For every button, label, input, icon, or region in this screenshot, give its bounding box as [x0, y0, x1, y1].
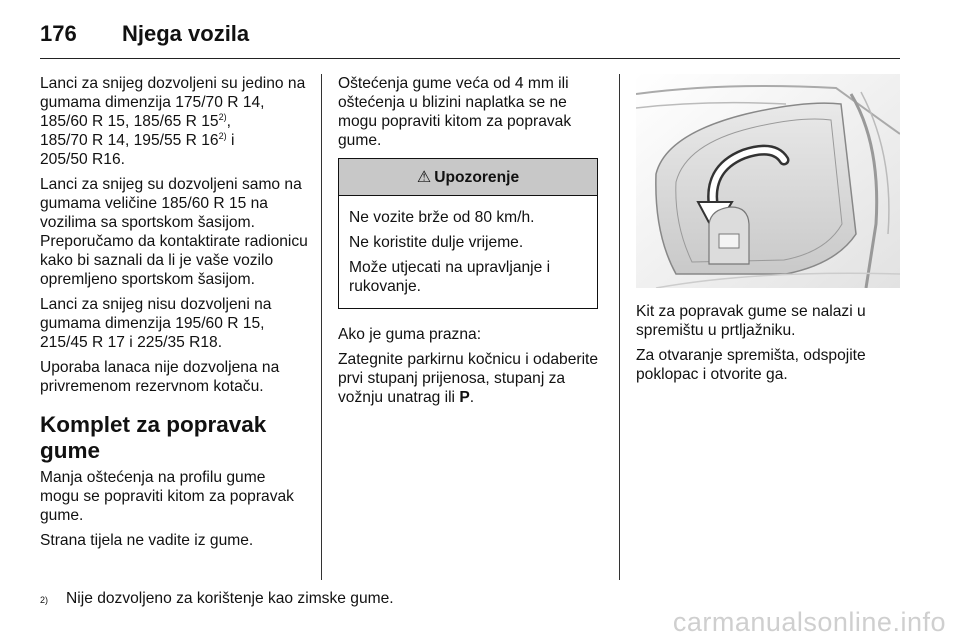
gear-p: P — [459, 389, 470, 406]
watermark: carmanualsonline.info — [672, 607, 946, 637]
page-header — [40, 14, 249, 54]
warning-line: Ne koristite dulje vrijeme. — [349, 234, 524, 251]
column-2 — [338, 74, 604, 413]
page-title: Njega vozila — [122, 21, 250, 46]
paragraph-not-allowed: Lanci za snijeg nisu dozvoljeni na gumama dimenzija 195/60 R 15, 215/45 R 17 i 225/35 R18. — [40, 296, 272, 351]
paragraph-spare-wheel: Uporaba lanaca nije dozvoljena na privremenom rezervnom kotaču. — [40, 359, 280, 395]
footnote-ref: 2) — [218, 131, 227, 141]
paragraph-tyre-sizes: Lanci za snijeg dozvoljeni su jedino na gumama dimenzija 175/70 R 14, 185/60 R 15, 185/65 R 15$^{2)}$, 185/70 R 14, 195/55 R 16$^{2)}$ i 205/50 R16. — [40, 75, 306, 168]
footnote-ref: 2) — [218, 112, 227, 122]
paragraph-foreign-bodies: Strana tijela ne vadite iz gume. — [40, 532, 254, 549]
paragraph-kit-location: Kit za popravak gume se nalazi u spremištu u prtljažniku. — [636, 303, 866, 339]
warning-box — [338, 158, 598, 309]
warning-title: Upozorenje — [434, 168, 520, 186]
page-number: 176 — [40, 21, 77, 46]
footnote-marker: 2) — [40, 595, 49, 605]
paragraph-flat-tyre: Ako je guma prazna: — [338, 326, 482, 343]
column-3 — [636, 74, 900, 390]
column-divider-2 — [619, 74, 620, 580]
warning-line: Može utjecati na upravljanje i rukovanje. — [349, 259, 551, 295]
column-1 — [40, 74, 308, 556]
paragraph-damage-limit: Oštećenja gume veća od 4 mm ili oštećenja u blizini naplatka se ne mogu popraviti kitom za popravak gume. — [338, 75, 572, 149]
warning-body — [339, 196, 597, 308]
paragraph-sport-chassis: Lanci za snijeg su dozvoljeni samo na gumama veličine 185/60 R 15 na vozilima sa sportskom šasijom. Preporučamo da kontaktirate radionicu kako bi saznali da li je vaše vozilo opremljeno sportskom šasijom. — [40, 176, 308, 288]
warning-line: Ne vozite brže od 80 km/h. — [349, 209, 535, 226]
section-heading: Komplet za popravak gume — [40, 412, 267, 463]
footnote-text: Nije dozvoljeno za korištenje kao zimske gume. — [66, 590, 394, 607]
column-divider-1 — [321, 74, 322, 580]
warning-triangle-icon: ⚠ — [416, 168, 432, 186]
trunk-compartment-illustration — [636, 74, 900, 288]
header-divider — [40, 58, 900, 59]
paragraph-parking-brake: Zategnite parkirnu kočnicu i odaberite prvi stupanj prijenosa, stupanj za vožnju unatrag ili P. — [338, 351, 599, 406]
warning-header — [339, 159, 597, 196]
footnote — [40, 590, 394, 608]
paragraph-open-compartment: Za otvaranje spremišta, odspojite poklopac i otvorite ga. — [636, 347, 866, 383]
paragraph-minor-damage: Manja oštećenja na profilu gume mogu se popraviti kitom za popravak gume. — [40, 469, 294, 524]
